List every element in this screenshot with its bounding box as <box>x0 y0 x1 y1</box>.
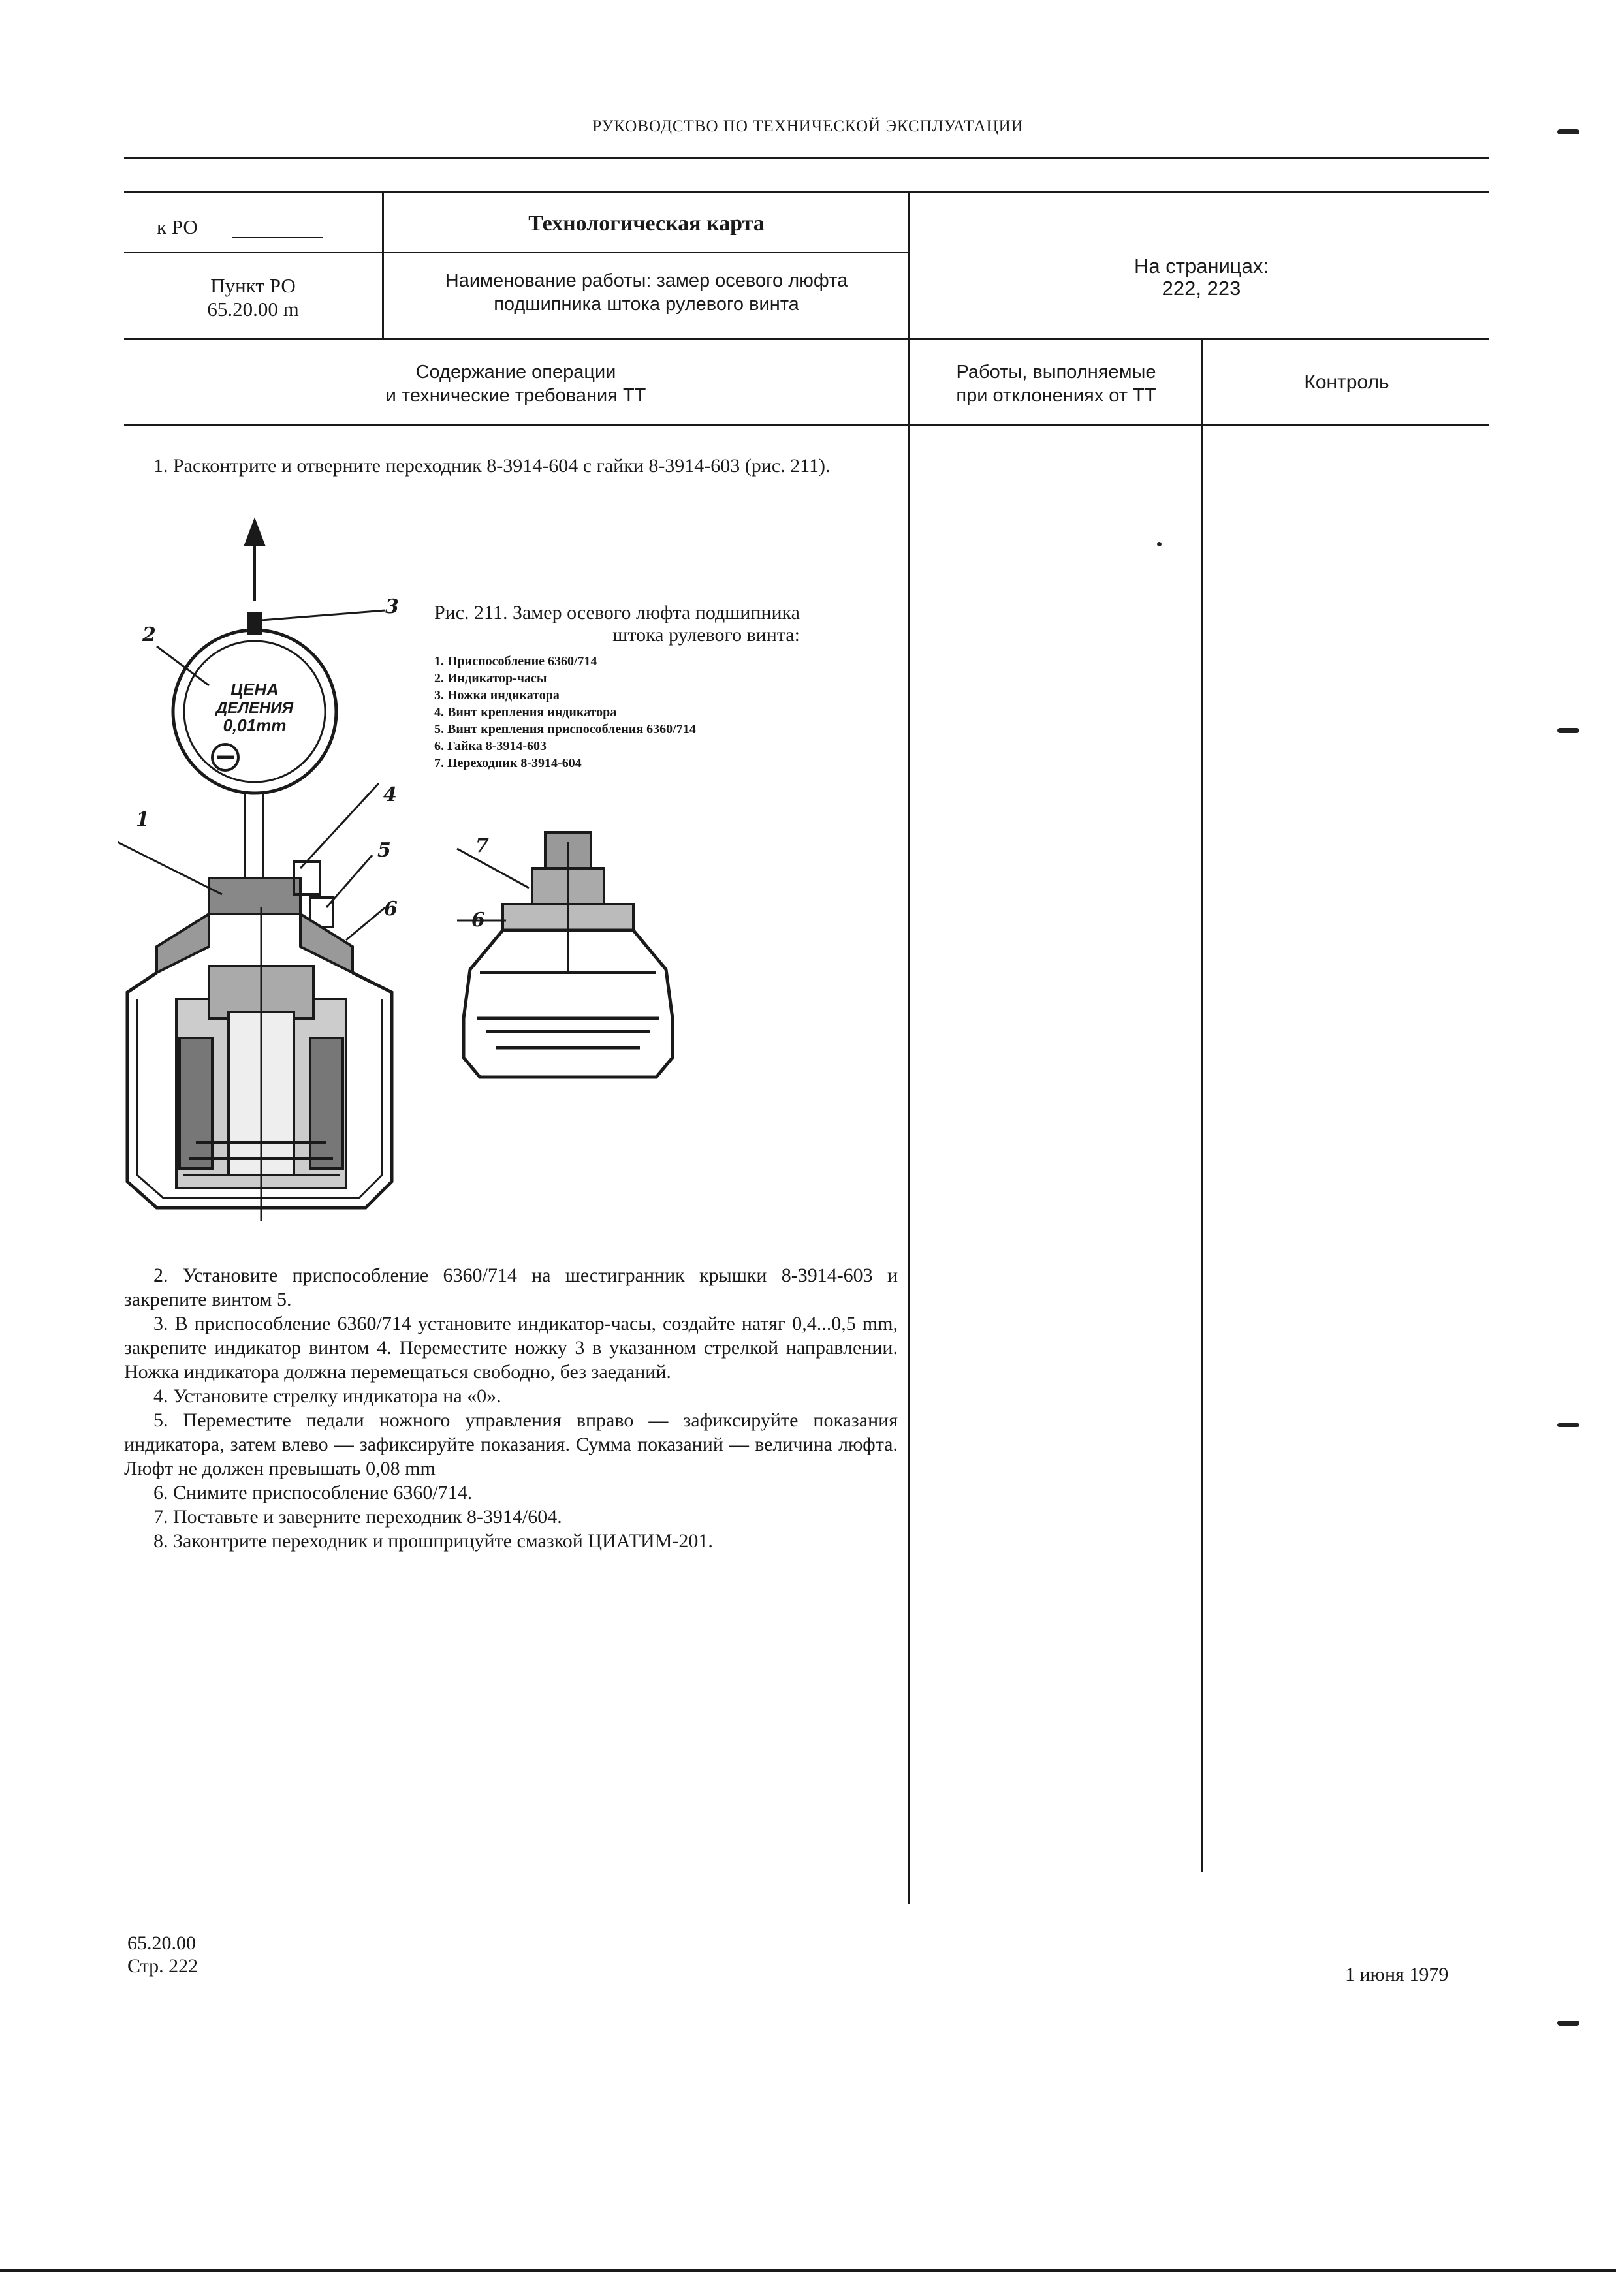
column-content-line1: Содержание операции <box>415 362 616 383</box>
footer-code: 65.20.00 <box>127 1932 196 1954</box>
step-6: 6. Снимите приспособление 6360/714. <box>153 1482 473 1503</box>
dial-face-text <box>215 680 294 735</box>
figure-caption-line2: штока рулевого винта: <box>612 624 800 646</box>
legend-item-5: 5. Винт крепления приспособления 6360/714 <box>434 722 696 736</box>
legend-item-1: 1. Приспособление 6360/714 <box>434 654 597 668</box>
callout-2: 2 <box>142 623 156 646</box>
card-divider-1 <box>382 191 384 339</box>
footer-date: 1 июня 1979 <box>1345 1964 1449 1985</box>
callout-5: 5 <box>377 839 391 862</box>
arrow-head <box>246 521 264 545</box>
figure-caption-line1: Рис. 211. Замер осевого люфта подшипника <box>434 602 800 623</box>
control-divider <box>1201 338 1203 1872</box>
callout-4: 4 <box>383 783 397 806</box>
dial-text-3: 0,01mm <box>223 716 287 735</box>
columns-bottom-rule <box>124 424 1489 426</box>
figure-nut-adapter-drawing <box>451 823 686 1097</box>
legend-item-4: 4. Винт крепления индикатора <box>434 705 617 719</box>
callout-7: 7 <box>475 834 489 857</box>
dial-text-2: ДЕЛЕНИЯ <box>215 699 294 717</box>
scan-mark <box>1157 542 1162 546</box>
card-bottom-rule <box>124 338 1489 340</box>
column-content-line2: и технические требования ТТ <box>385 385 646 406</box>
step-2: 2. Установите приспособление 6360/714 на шестигранник крышки 8-3914-603 и закрепите винтом 5. <box>124 1265 898 1310</box>
card-title: Технологическая карта <box>528 212 765 236</box>
step-1: 1. Расконтрите и отверните переходник 8-3914-604 с гайки 8-3914-603 (рис. 211). <box>153 455 831 477</box>
step-5: 5. Переместите педали ножного управления вправо — зафиксируйте показания индикатора, затем влево — зафиксируйте показания. Сумма показаний — величина люфта. Люфт не должен превышать 0,08 mm <box>124 1409 898 1479</box>
figure-legend <box>434 653 904 772</box>
scan-mark <box>1557 129 1579 134</box>
legend-item-7: 7. Переходник 8-3914-604 <box>434 756 582 770</box>
callout-1: 1 <box>136 808 150 831</box>
legend-item-2: 2. Индикатор-часы <box>434 671 547 685</box>
figure-fixture-drawing <box>118 516 431 1234</box>
header-rule <box>124 157 1489 159</box>
card-mid-rule <box>124 252 908 253</box>
running-header: РУКОВОДСТВО ПО ТЕХНИЧЕСКОЙ ЭКСПЛУАТАЦИИ <box>592 118 1024 135</box>
table-top-rule <box>124 191 1489 193</box>
column-deviations-line2: при отклонениях от ТТ <box>956 385 1156 406</box>
footer-page: Стр. 222 <box>127 1955 198 1977</box>
callout-6-small: 6 <box>471 909 485 932</box>
card-divider-2 <box>908 191 910 1904</box>
steps-list <box>124 1263 898 1553</box>
legend-item-6: 6. Гайка 8-3914-603 <box>434 739 547 753</box>
work-name-line2: подшипника штока рулевого винта <box>494 294 799 315</box>
pages-label: На страницах: <box>1134 255 1269 277</box>
step-7: 7. Поставьте и заверните переходник 8-3914/604. <box>153 1506 562 1528</box>
column-control: Контроль <box>1304 371 1389 393</box>
dial-text-1: ЦЕНА <box>230 680 279 699</box>
column-deviations-line1: Работы, выполняемые <box>956 362 1156 383</box>
ro-reference <box>157 215 353 239</box>
scan-mark <box>1557 728 1579 733</box>
scan-mark <box>1557 2021 1579 2026</box>
scan-mark <box>1557 1423 1579 1427</box>
point-label: Пункт РО <box>210 274 296 297</box>
step-8: 8. Законтрите переходник и прошприцуйте смазкой ЦИАТИМ-201. <box>153 1530 713 1552</box>
step-3: 3. В приспособление 6360/714 установите индикатор-часы, создайте натяг 0,4...0,5 mm, закрепите индикатор винтом 4. Переместите ножку 3 в указанном стрелкой направлении. Ножка индикатора должна перемещаться свободно, без заеданий. <box>124 1313 898 1383</box>
ro-reference-blank <box>232 237 323 238</box>
callout-3: 3 <box>385 595 399 618</box>
ro-reference-label: к РО <box>157 215 198 238</box>
work-name-line1: Наименование работы: замер осевого люфта <box>445 270 848 291</box>
legend-item-3: 3. Ножка индикатора <box>434 688 560 702</box>
bottom-rule <box>0 2269 1616 2272</box>
step-4: 4. Установите стрелку индикатора на «0». <box>153 1385 501 1407</box>
pages-value: 222, 223 <box>1162 277 1241 300</box>
point-value: 65.20.00 m <box>207 298 299 321</box>
callout-6: 6 <box>384 898 398 920</box>
